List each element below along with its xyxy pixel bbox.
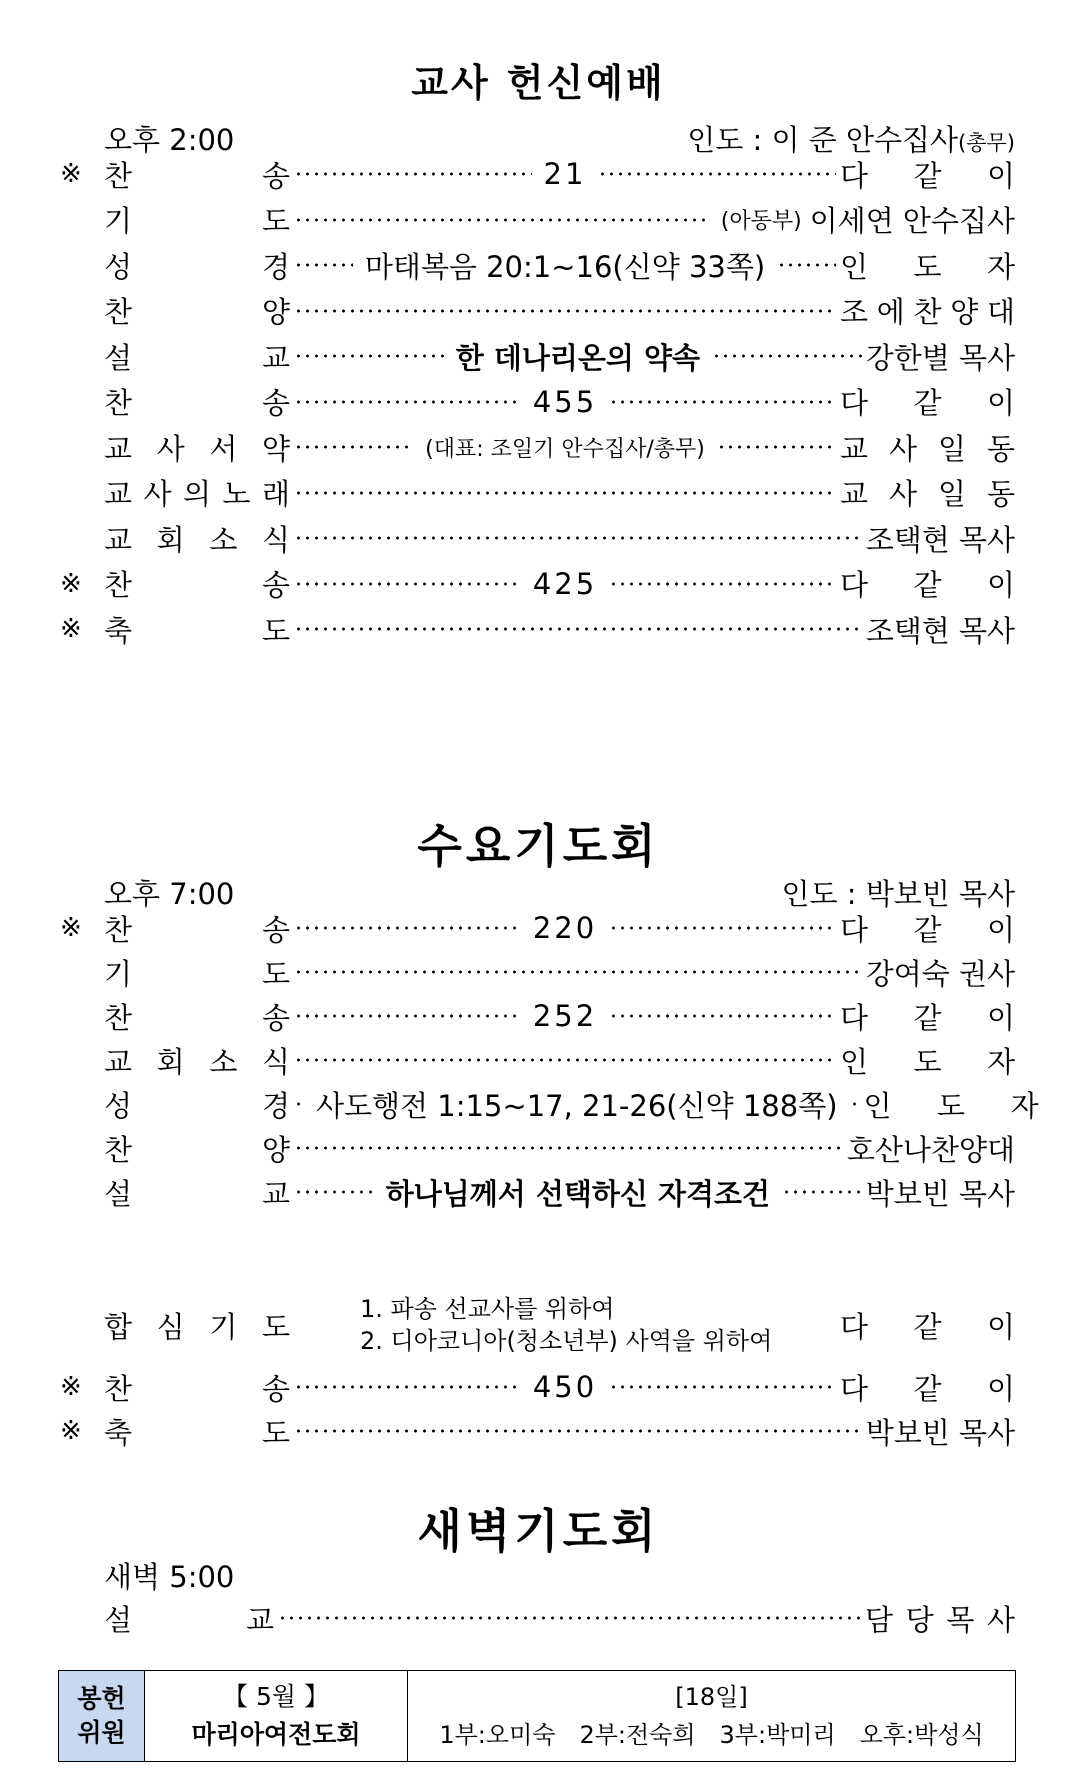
row-responsible (840, 381, 1015, 422)
row-mark: ※ (60, 1372, 82, 1402)
row-responsible-char: 목 (946, 1602, 975, 1637)
row-label (104, 952, 290, 993)
row-responsible-char: 인 (863, 1088, 892, 1123)
row-responsible-char: 다 (840, 568, 869, 602)
row-label (104, 1172, 290, 1213)
row-responsible: 강한별 목사 (865, 340, 1016, 375)
row-responsible (840, 472, 1015, 513)
row-label-char: 교 (245, 1602, 274, 1637)
row-responsible-char: 이 (986, 1371, 1015, 1406)
leader-dots (294, 1145, 843, 1151)
row-label-char: 식 (261, 522, 290, 557)
row-label-char: 교 (261, 1176, 290, 1211)
row-responsible-char: 동 (986, 431, 1015, 466)
order-row (60, 473, 1015, 513)
row-label-char: 기 (209, 1309, 238, 1344)
teacher-service-time: 오후 2:00 (104, 123, 235, 157)
row-mark: ※ (60, 159, 82, 189)
order-row (60, 427, 1015, 467)
leader-dots (294, 217, 709, 223)
row-label-char: 회 (156, 522, 185, 557)
row-label-char: 식 (261, 1044, 290, 1079)
row-responsible-char: 이 (986, 158, 1015, 193)
row-label (104, 381, 290, 422)
offering-month: 【 5월 】 (223, 1682, 329, 1711)
row-label-char: 교 (261, 340, 290, 375)
leader-dots (609, 399, 836, 405)
wednesday-time: 오후 7:00 (104, 877, 235, 911)
leader-dots (717, 444, 836, 450)
row-responsible-char: 찬 (913, 295, 942, 329)
row-label-char: 의 (182, 477, 211, 511)
row-responsible-char: 사 (986, 1602, 1015, 1637)
row-responsible-char: 사 (888, 431, 917, 466)
row-label-char: 도 (261, 204, 290, 238)
order-row (60, 336, 1015, 376)
order-row (60, 1128, 1015, 1168)
order-row (60, 382, 1015, 422)
leader-dots (598, 171, 836, 177)
row-label-char: 도 (261, 613, 290, 648)
row-content: 252 (532, 999, 598, 1033)
row-responsible-char: 도 (937, 1088, 966, 1123)
teacher-leader-suffix: (총무) (958, 131, 1015, 155)
row-label-char: 래 (261, 477, 290, 511)
row-responsible-char: 양 (950, 295, 979, 329)
row-label-char: 경 (261, 1088, 290, 1123)
leader-dots (294, 1189, 374, 1195)
leader-dots (294, 308, 836, 314)
row-responsible-char: 자 (986, 249, 1015, 284)
row-responsible (840, 908, 1015, 949)
offering-date: [18일] (675, 1683, 748, 1711)
row-content: (아동부) (720, 209, 802, 234)
offering-group: 마리아여전도회 (191, 1720, 361, 1749)
leader-dots (782, 1189, 862, 1195)
row-responsible (840, 1305, 1015, 1346)
row-label-char: 찬 (104, 1371, 133, 1406)
row-responsible-char: 이 (986, 386, 1015, 420)
row-label-char: 설 (104, 1176, 133, 1211)
row-responsible-char: 같 (913, 1309, 942, 1344)
row-label-char: 송 (261, 568, 290, 602)
wednesday-title: 수요기도회 (417, 819, 660, 873)
order-row (60, 200, 1015, 240)
row-responsible (864, 1084, 1039, 1125)
row-label-char: 교 (104, 522, 133, 557)
row-label (104, 472, 290, 513)
row-label-char: 송 (261, 912, 290, 947)
row-responsible-char: 같 (913, 1371, 942, 1406)
row-responsible-char: 다 (840, 912, 869, 947)
row-label (104, 427, 290, 468)
row-responsible: 강여숙 권사 (865, 956, 1015, 991)
row-label-char: 축 (104, 1415, 133, 1450)
offering-header-line2: 위원 (77, 1718, 126, 1747)
leader-dots (609, 1384, 836, 1390)
row-responsible-char: 동 (986, 477, 1015, 511)
row-label-char: 성 (104, 249, 133, 284)
row-label-char: 설 (104, 340, 133, 375)
row-label (104, 1598, 274, 1639)
row-label (104, 245, 290, 286)
row-label-char: 찬 (104, 295, 133, 329)
row-responsible-char: 이 (986, 912, 1015, 947)
row-responsible-char: 인 (840, 1044, 869, 1079)
row-label-char: 소 (209, 522, 238, 557)
leader-dots (609, 581, 836, 587)
row-label (104, 908, 290, 949)
row-mark: ※ (60, 568, 82, 599)
order-row (60, 564, 1015, 604)
row-responsible-char: 교 (840, 431, 869, 466)
row-content: 21 (543, 157, 587, 191)
row-label (104, 1128, 290, 1169)
order-row (60, 1084, 1039, 1124)
row-label-char: 송 (261, 158, 290, 193)
row-responsible (840, 996, 1015, 1037)
teacher-leader-text: 인도 : 이 준 안수집사 (687, 123, 959, 157)
row-responsible-char: 조 (840, 295, 869, 329)
row-responsible: 조택현 목사 (865, 522, 1015, 557)
row-label-char: 양 (261, 295, 290, 329)
row-responsible-char: 다 (840, 1371, 869, 1406)
leader-dots (712, 353, 862, 359)
order-row (60, 952, 1015, 992)
leader-dots (850, 1101, 860, 1107)
row-label (104, 336, 290, 377)
leader-dots (294, 171, 532, 177)
row-responsible-char: 다 (840, 1309, 869, 1344)
row-label-char: 도 (261, 956, 290, 991)
offering-names-cell (408, 1671, 1015, 1761)
row-responsible-char: 교 (840, 477, 869, 511)
row-responsible-char: 다 (840, 158, 869, 193)
leader-dots (294, 262, 353, 268)
row-label-char: 도 (261, 1415, 290, 1450)
row-label-char: 경 (261, 249, 290, 284)
order-row (60, 908, 1015, 948)
row-label-char: 서 (209, 431, 238, 466)
offering-name-4: 오후:박성식 (859, 1721, 984, 1749)
row-responsible-char: 같 (913, 912, 942, 947)
order-row (60, 1411, 1015, 1451)
row-content: 220 (532, 911, 598, 945)
row-responsible-char: 인 (840, 249, 869, 284)
row-content: 450 (532, 1370, 598, 1404)
row-label-char: 찬 (104, 158, 133, 193)
row-content: 마태복음 20:1∼16(신약 33쪽) (364, 249, 766, 284)
order-row (60, 245, 1015, 285)
row-label (104, 996, 290, 1037)
row-content: 사도행전 1:15∼17, 21-26(신약 188쪽) (316, 1088, 838, 1123)
row-responsible-char: 이 (986, 568, 1015, 602)
row-content: (대표: 조일기 안수집사/총무) (425, 436, 705, 462)
row-responsible (840, 154, 1015, 195)
row-responsible-char: 에 (876, 295, 905, 329)
row-responsible-char: 일 (937, 431, 966, 466)
row-responsible-char: 도 (913, 249, 942, 284)
row-responsible-char: 자 (1010, 1088, 1039, 1123)
order-row (60, 609, 1015, 649)
offering-name-3: 3부:박미리 (719, 1721, 836, 1749)
row-label-char: 사 (156, 431, 185, 466)
row-label (104, 563, 290, 604)
order-row (60, 1040, 1015, 1080)
row-content: 455 (532, 384, 598, 419)
row-label-char: 소 (209, 1044, 238, 1079)
row-responsible: 박보빈 목사 (865, 1176, 1016, 1211)
row-responsible: 호산나찬양대 (846, 1132, 1015, 1167)
row-responsible-char: 자 (986, 1044, 1015, 1079)
order-row (60, 1172, 1015, 1212)
row-responsible-char: 당 (905, 1602, 934, 1637)
row-label-char: 사 (143, 477, 172, 511)
leader-dots (294, 444, 413, 450)
offering-table (58, 1670, 1016, 1762)
row-label (104, 518, 290, 559)
leader-dots (777, 262, 836, 268)
leader-dots (294, 581, 521, 587)
order-row (60, 518, 1015, 558)
row-responsible-char: 도 (913, 1044, 942, 1079)
prayer-item-1: 1. 파송 선교사를 위하여 (360, 1295, 615, 1323)
order-row (60, 291, 1015, 331)
dawn-title: 새벽기도회 (417, 1504, 660, 1558)
row-responsible-char: 이 (986, 1309, 1015, 1344)
row-label (104, 199, 290, 240)
row-label-char: 노 (222, 477, 251, 511)
row-responsible (865, 1598, 1015, 1639)
row-label-char: 송 (261, 1371, 290, 1406)
row-label-char: 찬 (104, 912, 133, 947)
row-label (104, 1367, 290, 1408)
leader-dots (294, 1384, 521, 1390)
row-responsible-char: 같 (913, 386, 942, 420)
row-responsible-char: 이 (986, 1000, 1015, 1035)
dawn-time: 새벽 5:00 (104, 1560, 235, 1594)
row-label (104, 1040, 290, 1081)
row-label-char: 송 (261, 1000, 290, 1035)
row-content: 한 데나리온의 약속 (455, 340, 701, 375)
teacher-service-title: 교사 헌신예배 (411, 61, 666, 105)
row-label-char: 찬 (104, 1132, 133, 1167)
row-label-char: 약 (261, 431, 290, 466)
row-label-char: 성 (104, 1088, 133, 1123)
row-responsible-char: 대 (986, 295, 1015, 329)
offering-name-1: 1부:오미숙 (439, 1721, 556, 1749)
leader-dots (294, 1428, 862, 1434)
leader-dots (609, 925, 836, 931)
row-label (104, 1305, 290, 1346)
row-label-char: 합 (104, 1309, 133, 1344)
row-mark: ※ (60, 614, 82, 644)
row-responsible-char: 사 (888, 477, 917, 511)
row-label-char: 교 (104, 1044, 133, 1079)
row-content: 425 (532, 566, 598, 601)
row-label-char: 교 (104, 477, 133, 511)
row-label (104, 609, 290, 650)
row-label-char: 찬 (104, 568, 133, 602)
dawn-sermon-row (60, 1598, 1015, 1638)
leader-dots (294, 1057, 836, 1063)
row-label (104, 1411, 290, 1452)
leader-dots (294, 969, 862, 975)
row-label (104, 290, 290, 331)
row-responsible-char: 같 (913, 158, 942, 193)
leader-dots (294, 490, 836, 496)
row-responsible-char: 일 (937, 477, 966, 511)
row-responsible-char: 담 (865, 1602, 894, 1637)
row-label-char: 기 (104, 956, 133, 991)
order-row (60, 154, 1015, 194)
offering-names (439, 1716, 983, 1754)
offering-header (59, 1671, 145, 1761)
prayer-item-2: 2. 디아코니아(청소년부) 사역을 위하여 (360, 1327, 773, 1355)
row-label-char: 심 (156, 1309, 185, 1344)
row-responsible (840, 427, 1015, 468)
offering-name-2: 2부:전숙희 (579, 1721, 696, 1749)
row-label-char: 회 (156, 1044, 185, 1079)
row-label-char: 송 (261, 386, 290, 420)
row-responsible (840, 1367, 1015, 1408)
offering-header-line1: 봉헌 (77, 1684, 126, 1713)
wednesday-leader: 인도 : 박보빈 목사 (781, 877, 1015, 911)
row-responsible: 이세연 안수집사 (809, 204, 1015, 238)
row-responsible-char: 다 (840, 386, 869, 420)
order-row (60, 996, 1015, 1036)
leader-dots (294, 626, 862, 632)
row-label-char: 양 (261, 1132, 290, 1167)
row-mark: ※ (60, 913, 82, 943)
prayer-items (360, 1293, 840, 1357)
row-content: 하나님께서 선택하신 자격조건 (385, 1176, 771, 1211)
leader-dots (294, 1013, 521, 1019)
row-label-char: 교 (104, 431, 133, 466)
row-label-char: 축 (104, 613, 133, 648)
leader-dots (294, 925, 521, 931)
row-responsible (840, 290, 1015, 331)
row-label-char: 찬 (104, 1000, 133, 1035)
row-responsible: 박보빈 목사 (865, 1415, 1015, 1450)
row-label-char: 찬 (104, 386, 133, 420)
row-label (104, 154, 290, 195)
row-responsible (840, 1040, 1015, 1081)
row-label-char: 도 (261, 1309, 290, 1344)
leader-dots (294, 353, 444, 359)
row-responsible-char: 같 (913, 568, 942, 602)
row-responsible: 조택현 목사 (865, 613, 1015, 648)
row-mark: ※ (60, 1416, 82, 1446)
leader-dots (278, 1615, 861, 1621)
leader-dots (294, 535, 862, 541)
leader-dots (294, 399, 521, 405)
row-responsible (840, 245, 1015, 286)
order-row (60, 1367, 1015, 1407)
row-responsible (840, 563, 1015, 604)
leader-dots (294, 1101, 304, 1107)
row-label-char: 기 (104, 204, 133, 238)
leader-dots (609, 1013, 836, 1019)
prayer-row (60, 1290, 1015, 1360)
row-responsible-char: 같 (913, 1000, 942, 1035)
row-label-char: 설 (104, 1602, 133, 1637)
offering-month-cell (145, 1671, 408, 1761)
row-responsible-char: 다 (840, 1000, 869, 1035)
row-label (104, 1084, 290, 1125)
